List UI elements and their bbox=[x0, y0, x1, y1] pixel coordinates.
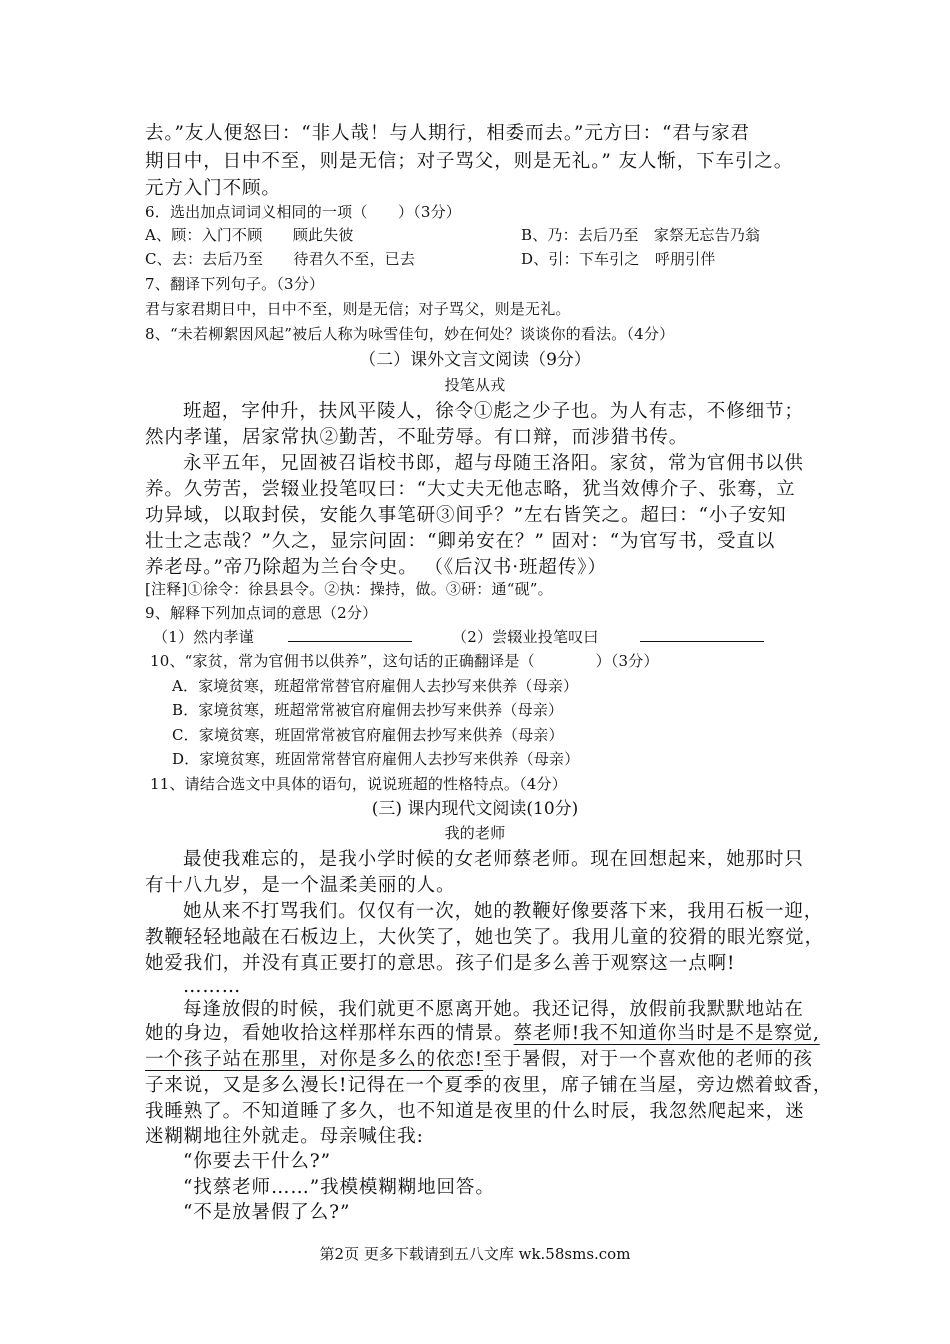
text-line: 养。久劳苦，尝辍业投笔叹曰：“大丈夫无他志略，犹当效傅介子、张骞，立 bbox=[145, 479, 796, 500]
underlined-text: 一个孩子站在那里，对你是多么的依恋! bbox=[145, 1049, 484, 1070]
text-line: 她爱我们，并没有真正要打的意思。孩子们是多么善于观察这一点啊! bbox=[145, 953, 736, 974]
text-line: 元方入门不顾。 bbox=[145, 178, 281, 199]
text-line: 期日中，日中不至，则是无信；对子骂父，则是无礼。” 友人惭，下车引之。 bbox=[145, 151, 794, 172]
passage-3-title: 我的老师 bbox=[444, 824, 506, 842]
option-6b: B、乃：去后乃至 家祭无忘告乃翁 bbox=[521, 226, 761, 244]
section-3-title: (三) 课内现代文阅读(10分) bbox=[371, 799, 579, 819]
option-10a: A．家境贫寒，班超常常替官府雇佣人去抄写来供养（母亲） bbox=[172, 677, 579, 695]
text-line bbox=[145, 1051, 813, 1070]
text-line: 她从来不打骂我们。仅仅有一次，她的教鞭好像要落下来，我用石板一迎， bbox=[183, 901, 824, 922]
text-line: 教鞭轻轻地敲在石板边上，大伙笑了，她也笑了。我用儿童的狡猾的眼光察觉， bbox=[145, 927, 825, 948]
dialogue-line: “找蔡老师……”我模模糊糊地回答。 bbox=[183, 1177, 495, 1198]
plain-text: 她的身边，看她收拾这样那样东西的情景。 bbox=[145, 1023, 514, 1044]
dialogue-line: “你要去干什么?” bbox=[183, 1151, 331, 1172]
question-9-2: （2）尝辍业投笔叹曰 bbox=[452, 628, 599, 646]
passage-2-title: 投笔从戎 bbox=[444, 376, 506, 394]
text-line: 班超，字仲升，扶风平陵人，徐令①彪之少子也。为人有志，不修细节； bbox=[183, 401, 804, 422]
sentence-7: 君与家君期日中，日中不至，则是无信；对子骂父，则是无礼。 bbox=[145, 300, 571, 318]
option-10d: D．家境贫寒，班固常常替官府雇佣人去抄写来供养（母亲） bbox=[172, 750, 580, 768]
text-line bbox=[145, 1025, 820, 1044]
option-10c: C．家境贫寒，班固常常被官府雇佣去抄写来供养（母亲） bbox=[172, 726, 564, 744]
text-line: 有十八九岁，是一个温柔美丽的人。 bbox=[145, 875, 456, 896]
option-6d: D、引：下车引之 呼朋引伴 bbox=[521, 250, 716, 268]
annotation: [注释]①徐令：徐县县令。②执：操持，做。③研：通“砚”。 bbox=[145, 580, 553, 598]
ellipsis-line: ……… bbox=[183, 976, 242, 997]
text-line: 壮士之志哉？”久之，显宗问固：“卿弟安在？” 固对：“为官写书，受直以 bbox=[145, 531, 776, 552]
text-line: 永平五年，兄固被召诣校书郎，超与母随王洛阳。家贫，常为官佣书以供 bbox=[183, 453, 804, 474]
question-8: 8、“未若柳絮因风起”被后人称为咏雪佳句，妙在何处？谈谈你的看法。（4分） bbox=[145, 325, 675, 343]
question-6: 6．选出加点词词义相同的一项（ ）（3分） bbox=[145, 203, 461, 221]
text-line: 然内孝谨，居家常执②勤苦，不耻劳辱。有口辩，而涉猎书传。 bbox=[145, 427, 689, 448]
page-footer: 第2页 更多下载请到五八文库 wk.58sms.com bbox=[319, 1245, 631, 1263]
text-line: 我睡熟了。不知道睡了多久，也不知道是夜里的什么时辰，我忽然爬起来，迷 bbox=[145, 1101, 805, 1122]
text-line: 迷糊糊地往外就走。母亲喊住我: bbox=[145, 1126, 424, 1147]
question-11: 11、请结合选文中具体的语句，说说班超的性格特点。（4分） bbox=[150, 775, 567, 793]
question-9-1: （1）然内孝谨 bbox=[153, 628, 254, 646]
option-6a: A、顾：入门不顾 顾此失彼 bbox=[145, 226, 354, 244]
answer-blank-9-1[interactable] bbox=[288, 641, 412, 642]
question-9: 9、解释下列加点词的意思（2分） bbox=[145, 604, 378, 622]
dialogue-line: “不是放暑假了么?” bbox=[183, 1202, 351, 1223]
answer-blank-9-2[interactable] bbox=[640, 641, 764, 642]
question-7: 7、翻译下列句子。（3分） bbox=[145, 275, 325, 293]
plain-text: 至于暑假，对于一个喜欢他的老师的孩 bbox=[483, 1049, 813, 1070]
question-10: 10、“家贫，常为官佣书以供养”，这句话的正确翻译是（ ）（3分） bbox=[150, 652, 659, 670]
text-line: 子来说，又是多么漫长!记得在一个夏季的夜里，席子铺在当屋，旁边燃着蚊香， bbox=[145, 1075, 833, 1096]
text-line: 养老母。”帝乃除超为兰台令史。 （《后汉书·班超传》） bbox=[145, 557, 607, 578]
text-line: 最使我难忘的，是我小学时候的女老师蔡老师。现在回想起来，她那时只 bbox=[183, 849, 804, 870]
section-2-title: （二）课外文言文阅读（9分） bbox=[359, 350, 591, 370]
text-line: 每逢放假的时候，我们就更不愿离开她。我还记得，放假前我默默地站在 bbox=[183, 999, 804, 1020]
text-line: 功异域，以取封侯，安能久事笔研③间乎？”左右皆笑之。超曰：“小子安知 bbox=[145, 505, 787, 526]
text-line: 去。”友人便怒曰：“非人哉！与人期行，相委而去。”元方曰：“君与家君 bbox=[145, 123, 750, 144]
option-6c: C、去：去后乃至 待君久不至，已去 bbox=[145, 250, 416, 268]
option-10b: B．家境贫寒，班超常常被官府雇佣去抄写来供养（母亲） bbox=[172, 701, 564, 719]
underlined-text: 蔡老师!我不知道你当时是不是察觉, bbox=[513, 1023, 820, 1044]
